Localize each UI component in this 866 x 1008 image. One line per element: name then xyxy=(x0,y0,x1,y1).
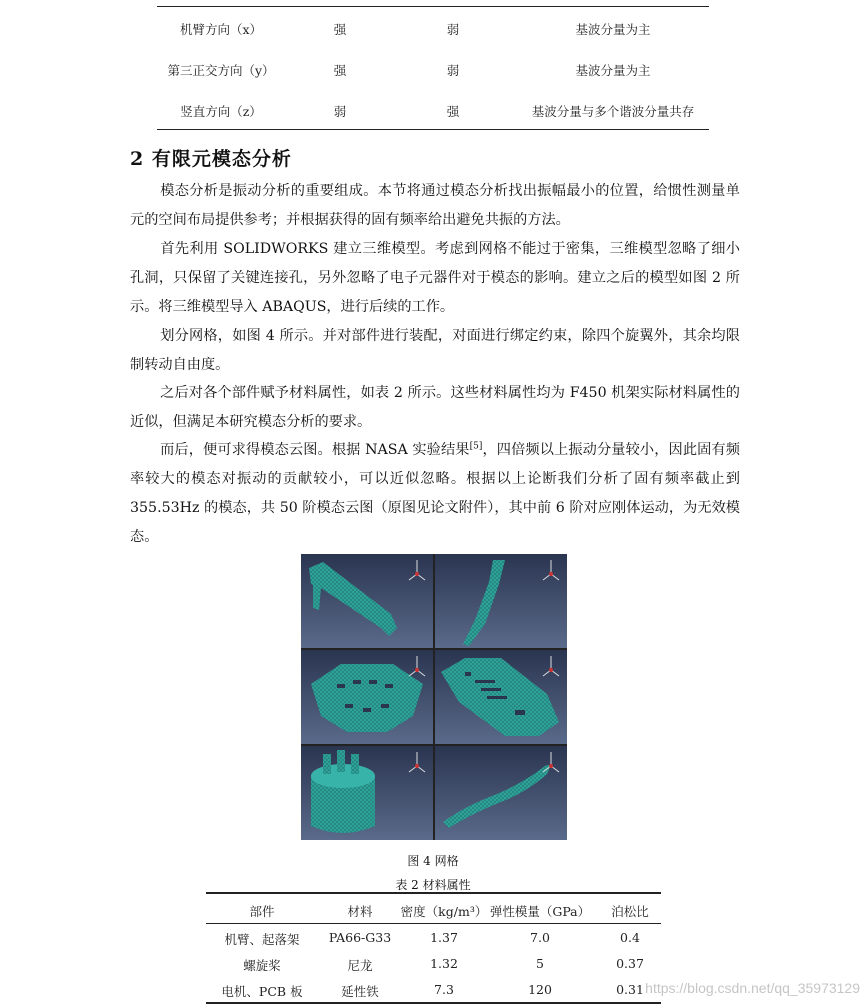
table1-cell: 强 xyxy=(446,104,460,119)
table2-cell: 1.37 xyxy=(430,930,458,945)
table2-header: 弹性模量（GPa） xyxy=(489,904,591,919)
table1-cell: 基波分量与多个谐波分量共存 xyxy=(531,104,695,119)
watermark: https://blog.csdn.net/qq_35973129 xyxy=(645,980,860,996)
table2-cell: 0.37 xyxy=(616,956,644,971)
table2-top-rule xyxy=(206,892,661,894)
table2-cell: 5 xyxy=(536,956,544,971)
mesh-panel-motor xyxy=(301,746,433,840)
table2-bottom-rule xyxy=(206,1002,661,1004)
paragraph-text: 划分网格，如图 4 所示。并对部件进行装配，对面进行绑定约束，除四个旋翼外，其余均限制转动自由度。 xyxy=(130,328,740,373)
table1-cell: 弱 xyxy=(446,22,460,37)
table2-cell: 电机、PCB 板 xyxy=(221,984,303,999)
section-heading: 2 有限元模态分析 xyxy=(130,148,292,170)
mesh-figure xyxy=(301,554,567,840)
table1-bottom-rule xyxy=(157,129,709,130)
paragraph-text: 首先利用 SOLIDWORKS 建立三维模型。考虑到网格不能过于密集，三维模型忽略了细小孔洞，只保留了关键连接孔，另外忽略了电子元器件对于模态的影响。建立之后的模型如图 2 所示。将三维模型导入 ABAQUS，进行后续的工作。 xyxy=(130,241,740,315)
paragraph xyxy=(130,177,740,235)
paragraph-text: ，四倍频以上振动分量较小，因此固有频率较大的模态对振动的贡献较小，可以近似忽略。根据以上论断我们分析了固有频率截止到 355.53Hz 的模态，共 50 阶模态云图（原图见论文附件），其中前 6 阶对应刚体运动，为无效模态。 xyxy=(130,442,740,545)
table1-cell: 第三正交方向（y） xyxy=(167,63,275,78)
table2-cell: 机臂、起落架 xyxy=(224,932,300,947)
table2-cell: 7.0 xyxy=(530,930,550,945)
table2-cell: 0.31 xyxy=(616,982,644,997)
figure-caption: 图 4 网格 xyxy=(407,854,459,868)
table2-mid-rule xyxy=(206,923,661,924)
paragraph xyxy=(130,322,740,380)
table2-header: 密度（kg/m³） xyxy=(400,904,488,919)
table2-header: 材料 xyxy=(347,904,373,919)
table1-cell: 机臂方向（x） xyxy=(179,22,263,37)
table2-cell: 120 xyxy=(528,982,552,997)
mesh-panel-bottom-plate xyxy=(435,650,567,744)
table1-cell: 弱 xyxy=(333,104,347,119)
table2-header: 部件 xyxy=(249,904,275,919)
mesh-panel-propeller xyxy=(435,746,567,840)
table2-header: 泊松比 xyxy=(611,904,649,919)
table2-cell: 螺旋桨 xyxy=(243,958,281,973)
table2-cell: 尼龙 xyxy=(347,958,373,973)
table1-cell: 基波分量为主 xyxy=(575,22,651,37)
mesh-panel-top-plate xyxy=(301,650,433,744)
table2-cell: 0.4 xyxy=(620,930,640,945)
table1-cell: 弱 xyxy=(446,63,460,78)
paragraph-text: 而后，便可求得模态云图。根据 NASA 实验结果 xyxy=(160,442,470,458)
table2-cell: 延性铁 xyxy=(341,984,379,999)
paragraph xyxy=(130,235,740,322)
table1-cell: 竖直方向（z） xyxy=(180,104,262,119)
paragraph-text: 之后对各个部件赋予材料属性，如表 2 所示。这些材料属性均为 F450 机架实际材料属性的近似，但满足本研究模态分析的要求。 xyxy=(130,385,740,430)
citation-ref[interactable]: [5] xyxy=(469,441,483,452)
mesh-panel-arm xyxy=(301,554,433,648)
table-caption: 表 2 材料属性 xyxy=(395,878,471,892)
table1-top-rule xyxy=(157,6,709,7)
table2-cell: 7.3 xyxy=(434,982,454,997)
table1-cell: 基波分量为主 xyxy=(575,63,651,78)
table2-cell: PA66-G33 xyxy=(328,930,392,945)
paragraph xyxy=(130,436,740,552)
paragraph-text: 模态分析是振动分析的重要组成。本节将通过模态分析找出振幅最小的位置，给惯性测量单元的空间布局提供参考；并根据获得的固有频率给出避免共振的方法。 xyxy=(130,183,740,228)
table1-cell: 强 xyxy=(333,22,347,37)
table1-cell: 强 xyxy=(333,63,347,78)
paragraph xyxy=(130,379,740,437)
mesh-panel-landing-gear xyxy=(435,554,567,648)
table2-cell: 1.32 xyxy=(430,956,458,971)
